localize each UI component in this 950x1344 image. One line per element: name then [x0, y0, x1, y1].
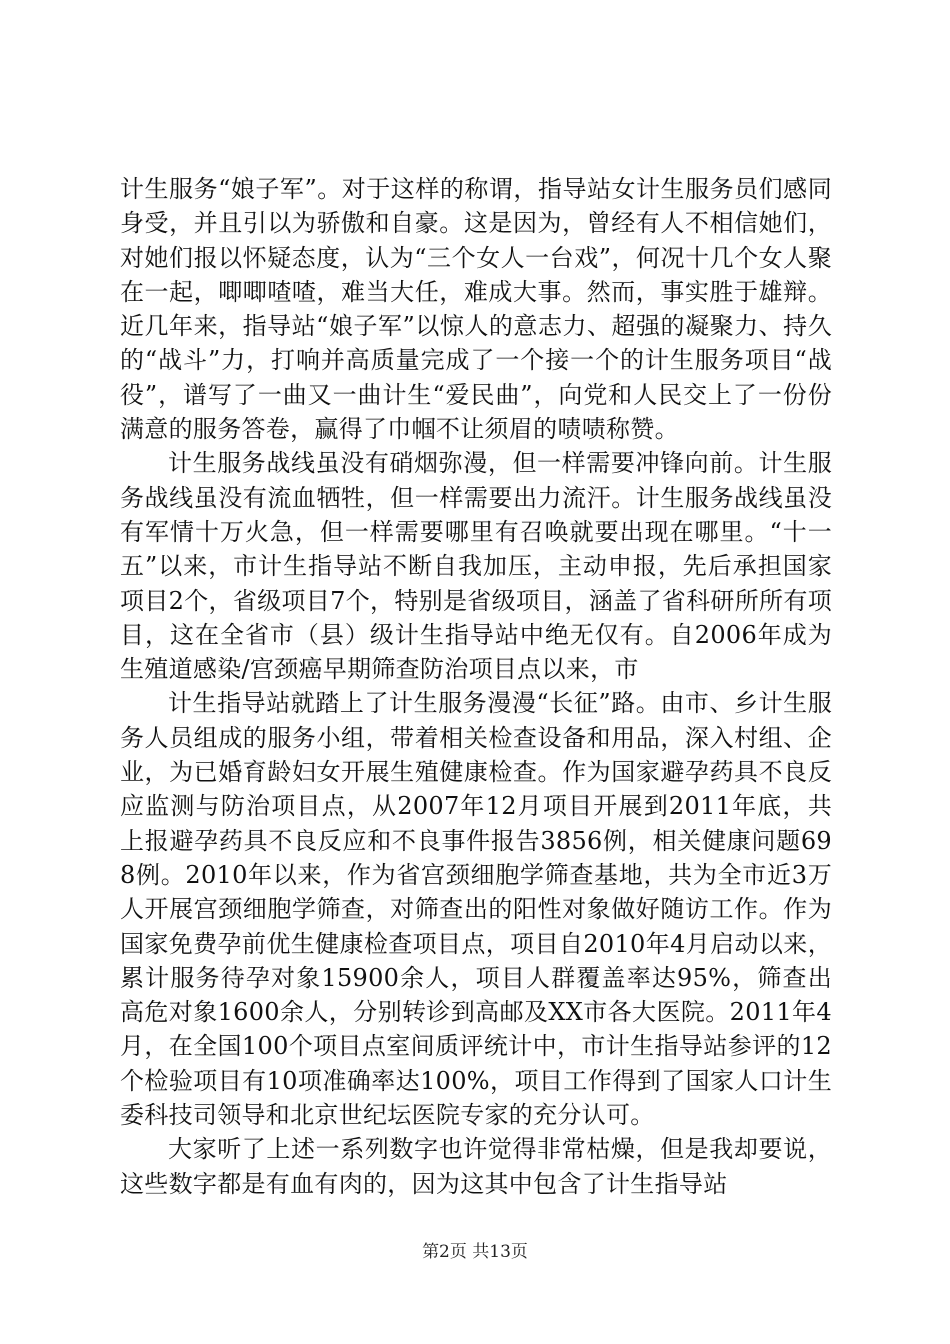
paragraph-1: 计生服务“娘子军”。对于这样的称谓，指导站女计生服务员们感同身受，并且引以为骄傲和自豪。这是因为，曾经有人不相信她们，对她们报以怀疑态度，认为“三个女人一台戏”，何况十几个女人聚在一起，唧唧喳喳，难当大任，难成大事。然而，事实胜于雄辩。近几年来，指导站“娘子军”以惊人的意志力、超强的凝聚力、持久的“战斗”力，打响并高质量完成了一个接一个的计生服务项目“战役”，谱写了一曲又一曲计生“爱民曲”，向党和人民交上了一份份满意的服务答卷，赢得了巾帼不让须眉的啧啧称赞。 — [120, 175, 832, 444]
paragraph-3: 计生指导站就踏上了计生服务漫漫“长征”路。由市、乡计生服务人员组成的服务小组，带着相关检查设备和用品，深入村组、企业，为已婚育龄妇女开展生殖健康检查。作为国家避孕药具不良反应监测与防治项目点，从2007年12月项目开展到2011年底，共上报避孕药具不良反应和不良事件报告3856例，相关健康问题698例。2010年以来，作为省宫颈细胞学筛查基地，共为全市近3万人开展宫颈细胞学筛查，对筛查出的阳性对象做好随访工作。作为国家免费孕前优生健康检查项目点，项目自2010年4月启动以来，累计服务待孕对象15900余人，项目人群覆盖率达95%，筛查出高危对象1600余人，分别转诊到高邮及XX市各大医院。2011年4月，在全国100个项目点室间质评统计中，市计生指导站参评的12个检验项目有10项准确率达100%，项目工作得到了国家人口计生委科技司领导和北京世纪坛医院专家的充分认可。 — [120, 689, 832, 1130]
document-body — [120, 172, 832, 1201]
page-number-footer: 第2页 共13页 — [422, 1242, 528, 1262]
paragraph-4: 大家听了上述一系列数字也许觉得非常枯燥，但是我却要说，这些数字都是有血有肉的，因为这其中包含了计生指导站 — [120, 1135, 832, 1198]
paragraph-2: 计生服务战线虽没有硝烟弥漫，但一样需要冲锋向前。计生服务战线虽没有流血牺牲，但一样需要出力流汗。计生服务战线虽没有军情十万火急，但一样需要哪里有召唤就要出现在哪里。“十一五”以来，市计生指导站不断自我加压，主动申报，先后承担国家项目2个，省级项目7个，特别是省级项目，涵盖了省科研所所有项目，这在全省市（县）级计生指导站中绝无仅有。自2006年成为生殖道感染/宫颈癌早期筛查防治项目点以来，市 — [120, 449, 832, 684]
